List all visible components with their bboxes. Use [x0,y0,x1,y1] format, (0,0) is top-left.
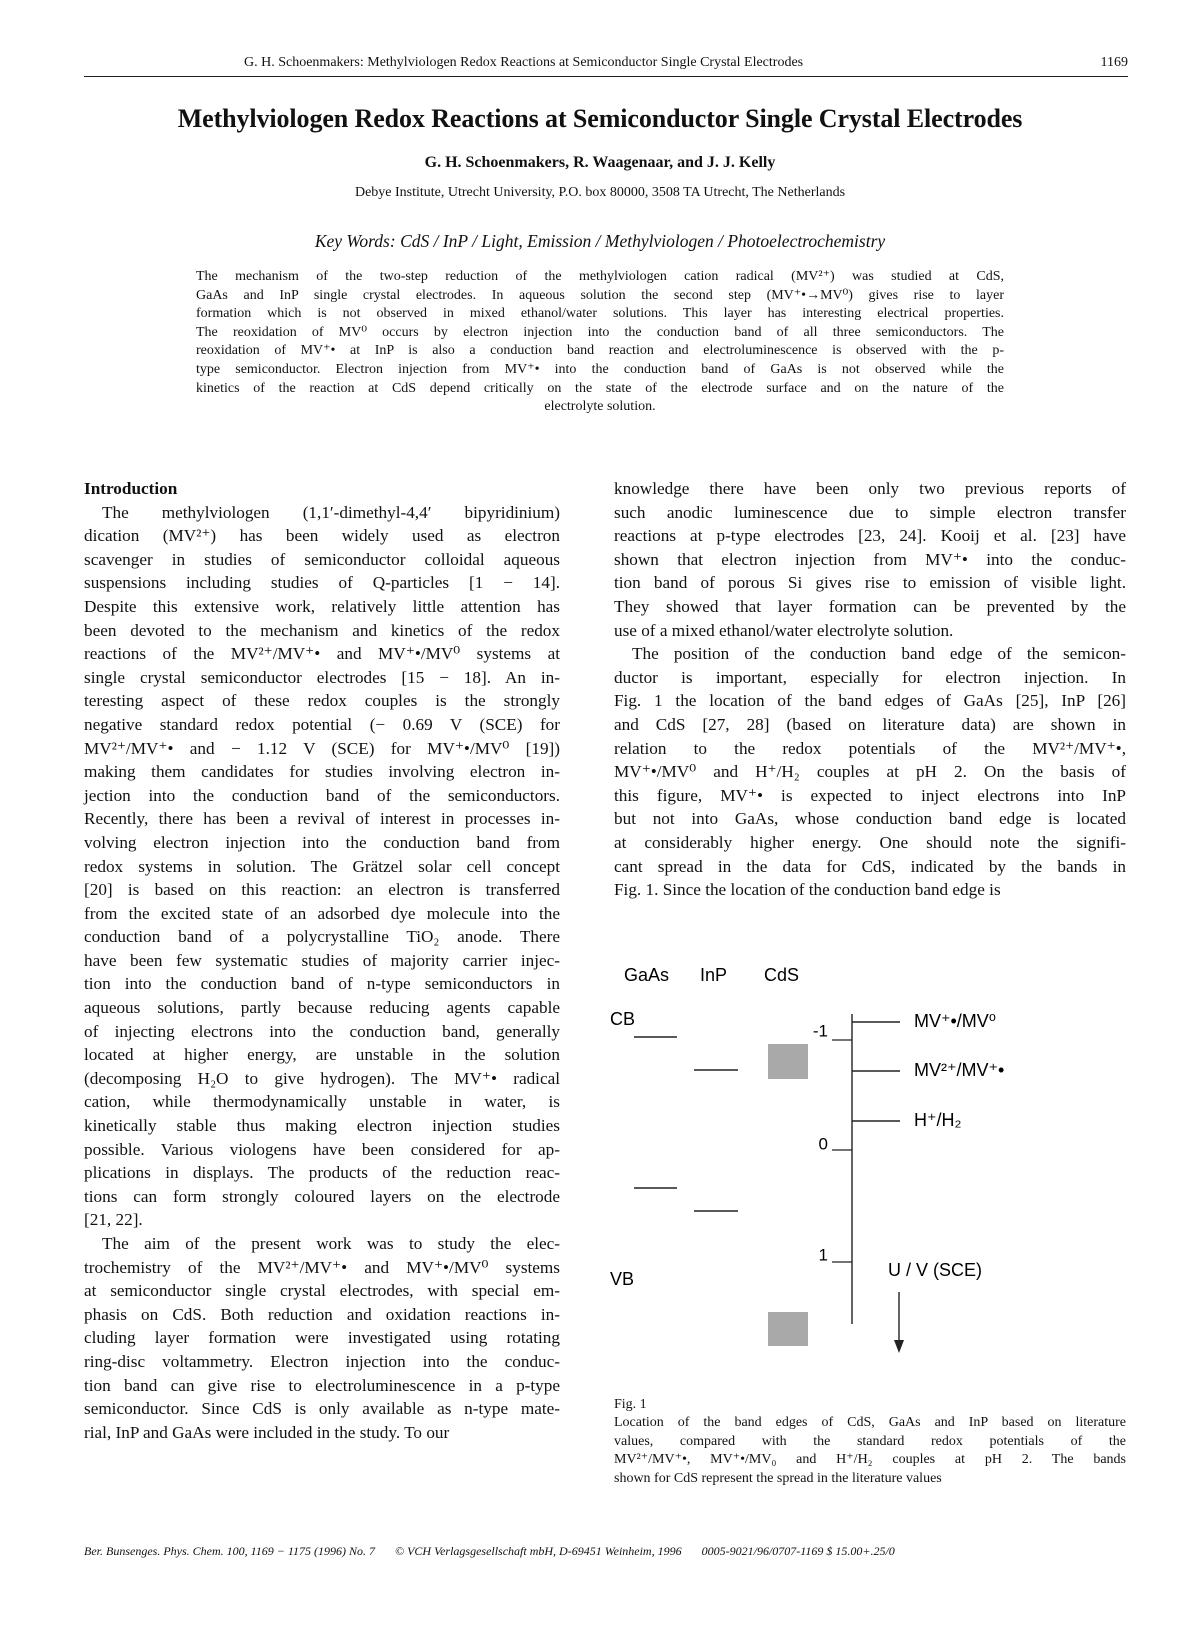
body-line: [20] is based on this reaction: an electron is transferred [84,880,560,900]
redox-label-mv-plus-mv0: MV⁺•/MV⁰ [914,1010,997,1031]
body-line: (decomposing H₂O to give hydrogen). The MV⁺• radical [84,1068,560,1088]
body-line: shown that electron injection from MV⁺• into the conduc- [614,549,1126,569]
footer-publisher: © VCH Verlagsgesellschaft mbH, D-69451 Weinheim, 1996 [394,1544,682,1558]
body-line: possible. Various viologens have been considered for ap- [84,1139,560,1159]
tick-label-0: 0 [818,1134,828,1154]
affiliation: Debye Institute, Utrecht University, P.O. box 80000, 3508 TA Utrecht, The Netherlands [354,185,846,200]
material-label-gaas: GaAs [624,964,670,985]
body-line: negative standard redox potential (− 0.69 V (SCE) for [84,714,560,734]
caption-line: MV²⁺/MV⁺•, MV⁺•/MV₀ and H⁺/H₂ couples at pH 2. The bands [614,1452,1126,1468]
body-line: making them candidates for studies involving electron in- [84,762,560,782]
body-line: this figure, MV⁺• is expected to inject electrons into InP [614,785,1126,805]
body-line: trochemistry of the MV²⁺/MV⁺• and MV⁺•/MV⁰ systems [84,1257,560,1277]
body-line: conduction band of a polycrystalline TiO₂ anode. There [84,927,560,947]
body-line: phasis on CdS. Both reduction and oxidation reactions in- [84,1304,560,1324]
body-line: knowledge there have been only two previous reports of [614,479,1126,498]
body-line: cluding layer formation were investigated using rotating [84,1328,560,1348]
body-line: such anodic luminescence due to simple electron transfer [614,502,1126,522]
body-line: tions can form strongly coloured layers on the electrode [84,1186,560,1206]
body-line: Fig. 1. Since the location of the conduction band edge is [614,880,1001,900]
tick-label-minus-1: -1 [812,1021,828,1041]
body-line: use of a mixed ethanol/water electrolyte solution. [614,620,954,640]
body-line: The position of the conduction band edge of the semicon- [632,644,1126,664]
body-line: Fig. 1 the location of the band edges of GaAs [25], InP [26] [614,691,1126,711]
page-number: 1169 [1100,55,1128,70]
body-line: tion into the conduction band of n-type semiconductors in [84,974,560,994]
body-line: have been few systematic studies of majority carrier injec- [84,950,560,970]
body-line: ring-disc voltammetry. Electron injection into the conduc- [84,1351,560,1371]
body-line: cation, while thermodynamically unstable in water, is [84,1092,560,1112]
body-line: located at higher energy, are unstable in the solution [84,1045,560,1065]
body-line: but not into GaAs, whose conduction band edge is located [614,809,1126,829]
footer [84,1544,1128,1559]
abstract-line: GaAs and InP single crystal electrodes. In aqueous solution the second step (MV⁺•→MV⁰) gives rise to layer [196,287,1004,303]
left-column-body [84,501,560,1445]
body-line: They showed that layer formation can be prevented by the [614,596,1126,616]
caption-line: shown for CdS represent the spread in the literature values [614,1470,942,1486]
footer-citation: Ber. Bunsenges. Phys. Chem. 100, 1169 − 1175 (1996) No. 7 [84,1544,375,1558]
axis-label: U / V (SCE) [888,1259,983,1280]
abstract-line: The reoxidation of MV⁰ occurs by electron injection into the conduction band of all three semiconductors. The [196,324,1004,340]
body-line: from the excited state of an adsorbed dye molecule into the [84,903,560,923]
header-rule [84,76,1128,77]
body-line: volving electron injection into the conduction band from [84,832,560,852]
abstract-line: formation which is not observed in mixed ethanol/water solutions. This layer has interesting electrical properties. [196,306,1004,322]
abstract-line: reoxidation of MV⁺• at InP is also a conduction band reaction and electroluminescence is observed with the p- [196,343,1004,359]
material-label-cds: CdS [764,964,800,985]
body-line: at considerably higher energy. One should note the signifi- [614,832,1126,852]
cb-label: CB [610,1008,636,1029]
caption-line: values, compared with the standard redox potentials of the [614,1433,1126,1449]
abstract [196,268,1004,417]
footer-code: 0005-9021/96/0707-1169 $ 15.00+.25/0 [701,1544,895,1558]
section-heading-introduction: Introduction [84,479,178,498]
body-line: Recently, there has been a revival of interest in processes in- [84,809,560,829]
body-line: MV⁺•/MV⁰ and H⁺/H₂ couples at pH 2. On the basis of [614,762,1126,782]
body-line: been devoted to the mechanism and kinetics of the redox [84,620,560,640]
body-line: reactions of the MV²⁺/MV⁺• and MV⁺•/MV⁰ systems at [84,644,560,664]
paper-title: Methylviologen Redox Reactions at Semiconductor Single Crystal Electrodes [177,104,1023,133]
body-line: [21, 22]. [84,1210,143,1230]
right-column [614,477,1126,902]
cds-vb-band [768,1312,808,1346]
caption-line: Location of the band edges of CdS, GaAs and InP based on literature [614,1415,1126,1431]
band-edge-diagram [610,960,1130,1400]
body-line: Despite this extensive work, relatively little attention has [84,596,560,616]
keywords: Key Words: CdS / InP / Light, Emission / Methylviologen / Photoelectrochemistry [314,231,886,251]
left-column [84,477,560,1444]
body-line: reactions at p-type electrodes [23, 24]. Kooij et al. [23] have [614,526,1126,546]
right-column-body [614,477,1126,902]
body-line: MV²⁺/MV⁺• and − 1.12 V (SCE) for MV⁺•/MV⁰ [19]) [84,738,560,758]
body-line: ductor is important, especially for electron injection. In [614,667,1126,687]
cds-cb-band [768,1044,808,1079]
body-line: The methylviologen (1,1′-dimethyl-4,4′ bipyridinium) [102,502,560,522]
potential-arrow-icon [894,1340,904,1353]
caption-label: Fig. 1 [614,1397,647,1412]
figure-1 [610,960,1130,1400]
body-line: tion band can give rise to electroluminescence in a p-type [84,1375,560,1395]
abstract-line: The mechanism of the two-step reduction of the methylviologen cation radical (MV²⁺) was studied at CdS, [196,269,1004,284]
body-line: aqueous solutions, partly because reducing agents capable [84,998,560,1018]
body-line: The aim of the present work was to study the elec- [102,1234,560,1253]
body-line: redox systems in solution. The Grätzel solar cell concept [84,856,560,876]
body-line: of injecting electrons into the conduction band, generally [84,1021,560,1041]
body-line: relation to the redox potentials of the MV²⁺/MV⁺•, [614,738,1126,758]
body-line: plications in displays. The products of the reduction reac- [84,1163,560,1183]
authors: G. H. Schoenmakers, R. Waagenaar, and J. J. Kelly [424,154,776,171]
body-line: jection into the conduction band of the semiconductors. [84,785,560,805]
body-line: scavenger in studies of semiconductor colloidal aqueous [84,549,560,569]
body-line: single crystal semiconductor electrodes [15 − 18]. An in- [84,667,560,687]
abstract-line: type semiconductor. Electron injection from MV⁺• into the conduction band of GaAs is not observed while the [196,361,1004,377]
material-label-inp: InP [700,964,728,985]
body-line: rial, InP and GaAs were included in the study. To our [84,1422,450,1442]
tick-label-1: 1 [818,1245,828,1265]
body-line: dication (MV²⁺) has been widely used as electron [84,526,560,546]
vb-label: VB [610,1268,635,1289]
body-line: tion band of porous Si gives rise to emission of visible light. [614,573,1126,593]
body-line: kinetically stable thus making electron injection studies [84,1116,560,1136]
body-line: at semiconductor single crystal electrodes, with special em- [84,1281,560,1301]
body-line: and CdS [27, 28] (based on literature data) are shown in [614,714,1126,734]
figure-caption [614,1396,1126,1488]
running-head-text: G. H. Schoenmakers: Methylviologen Redox Reactions at Semiconductor Single Crystal Electrodes [244,55,804,70]
abstract-line: electrolyte solution. [544,399,656,415]
body-line: semiconductor. Since CdS is only available as n-type mate- [84,1399,560,1419]
redox-label-mv2-mv-plus: MV²⁺/MV⁺• [914,1059,1005,1080]
redox-label-h-h2: H⁺/H₂ [914,1109,962,1130]
body-line: suspensions including studies of Q-particles [1 − 14]. [84,573,560,593]
body-line: cant spread in the data for CdS, indicated by the bands in [614,856,1126,876]
body-line: teresting aspect of these redox couples is the strongly [84,691,560,711]
abstract-line: kinetics of the reaction at CdS depend critically on the state of the electrode surface and on the nature of the [196,380,1004,396]
